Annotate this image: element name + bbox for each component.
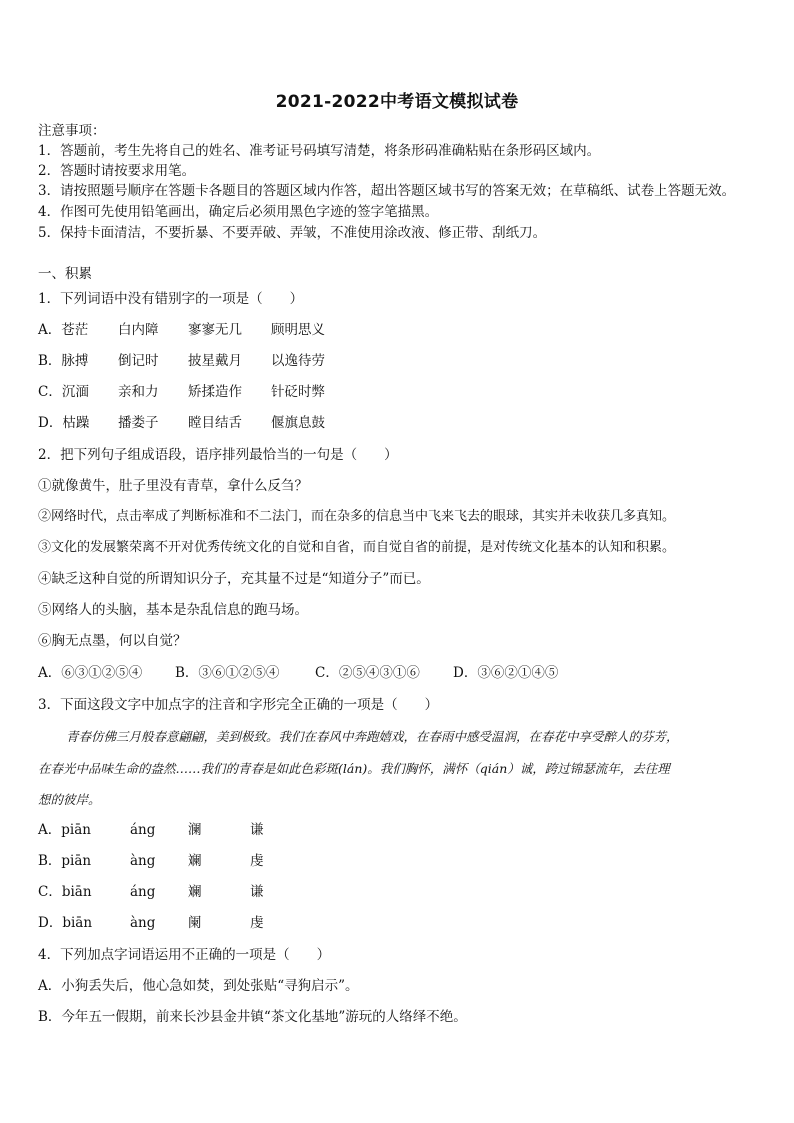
option-label: A．piān — [38, 822, 91, 838]
option-word: 针砭时弊 — [271, 384, 325, 400]
option-label: B．脉搏 — [38, 353, 89, 369]
question-3-passage-line-2: 在春光中品味生命的盎然……我们的青春是如此色彩斑(lán)。我们胸怀，满怀（qián）诚，跨过锦瑟流年，去往理 — [38, 761, 670, 776]
option-word: 以逸待劳 — [271, 353, 325, 369]
option-label: C．沉湎 — [38, 384, 89, 400]
question-4-option-a: A．小狗丢失后，他心急如焚，到处张贴“寻狗启示”。 — [38, 978, 359, 994]
question-2-sentence-1: ①就像黄牛，肚子里没有青草，拿什么反刍？ — [38, 478, 308, 494]
option-char: 澜 — [188, 822, 202, 838]
option-c: C．②⑤④③①⑥ — [315, 665, 420, 681]
question-2-stem: 2．把下列句子组成语段，语序排列最恰当的一句是（ ） — [38, 447, 398, 463]
option-char: 虔 — [250, 853, 264, 869]
notice-item-2: 2．答题时请按要求用笔。 — [38, 163, 196, 179]
notice-item-3: 3．请按照题号顺序在答题卡各题目的答题区域内作答，超出答题区域书写的答案无效；在草稿纸、试卷上答题无效。 — [38, 183, 736, 199]
option-b: B．③⑥①②⑤④ — [175, 665, 280, 681]
option-char: 虔 — [250, 915, 264, 931]
question-4-option-b: B．今年五一假期，前来长沙县金井镇“茶文化基地”游玩的人络绎不绝。 — [38, 1009, 467, 1025]
option-label: D．biān — [38, 915, 93, 931]
option-word: 白内障 — [118, 322, 159, 338]
question-3-passage-line-3: 想的彼岸。 — [38, 792, 101, 807]
option-label: A．苍茫 — [38, 322, 89, 338]
question-3-stem: 3．下面这段文字中加点字的注音和字形完全正确的一项是（ ） — [38, 697, 439, 713]
option-word: 偃旗息鼓 — [271, 415, 325, 431]
question-2-sentence-6: ⑥胸无点墨，何以自觉？ — [38, 633, 187, 649]
section-heading: 一、积累 — [38, 266, 92, 282]
question-1-stem: 1．下列词语中没有错别字的一项是（ ） — [38, 291, 304, 307]
option-a: A．⑥③①②⑤④ — [38, 665, 143, 681]
page-title: 2021-2022中考语文模拟试卷 — [275, 92, 519, 112]
option-char: 斓 — [188, 853, 202, 869]
notice-heading: 注意事项： — [38, 123, 106, 139]
option-pinyin: áng — [130, 822, 156, 838]
notice-item-1: 1．答题前，考生先将自己的姓名、准考证号码填写清楚，将条形码准确粘贴在条形码区域内。 — [38, 143, 601, 159]
question-2-sentence-5: ⑤网络人的头脑，基本是杂乱信息的跑马场。 — [38, 602, 308, 618]
option-d: D．③⑥②①④⑤ — [453, 665, 559, 681]
notice-item-5: 5．保持卡面清洁，不要折暴、不要弄破、弄皱，不准使用涂改液、修正带、刮纸刀。 — [38, 225, 547, 241]
question-2-sentence-3: ③文化的发展繁荣离不开对优秀传统文化的自觉和自省，而自觉自省的前提，是对传统文化基本的认知和积累。 — [38, 540, 676, 555]
option-pinyin: áng — [130, 884, 156, 900]
option-label: B．piān — [38, 853, 92, 869]
option-word: 亲和力 — [118, 384, 159, 400]
option-word: 瞠目结舌 — [188, 415, 242, 431]
question-3-passage-line-1: 青春仿佛三月般春意翩翩，美到极致。我们在春风中奔跑嬉戏，在春雨中感受温润，在春花中享受醉人的芬芳， — [66, 729, 679, 744]
question-2-sentence-4: ④缺乏这种自觉的所谓知识分子，充其量不过是“知道分子”而已。 — [38, 571, 430, 587]
option-char: 谦 — [250, 822, 264, 838]
option-char: 阑 — [188, 915, 202, 931]
option-word: 顾明思义 — [271, 322, 325, 338]
notice-item-4: 4．作图可先使用铅笔画出，确定后必须用黑色字迹的签字笔描黑。 — [38, 204, 439, 220]
question-2-sentence-2: ②网络时代，点击率成了判断标准和不二法门，而在杂多的信息当中飞来飞去的眼球，其实并未收获几多真知。 — [38, 509, 676, 524]
option-word: 播娄子 — [118, 415, 159, 431]
option-char: 谦 — [250, 884, 264, 900]
option-word: 披星戴月 — [188, 353, 242, 369]
option-pinyin: àng — [130, 853, 156, 869]
option-word: 倒记时 — [118, 353, 159, 369]
option-word: 矫揉造作 — [188, 384, 242, 400]
option-label: C．biān — [38, 884, 92, 900]
option-char: 斓 — [188, 884, 202, 900]
question-4-stem: 4．下列加点字词语运用不正确的一项是（ ） — [38, 947, 331, 963]
option-label: D．枯躁 — [38, 415, 90, 431]
option-pinyin: àng — [130, 915, 156, 931]
option-word: 寥寥无几 — [188, 322, 242, 338]
